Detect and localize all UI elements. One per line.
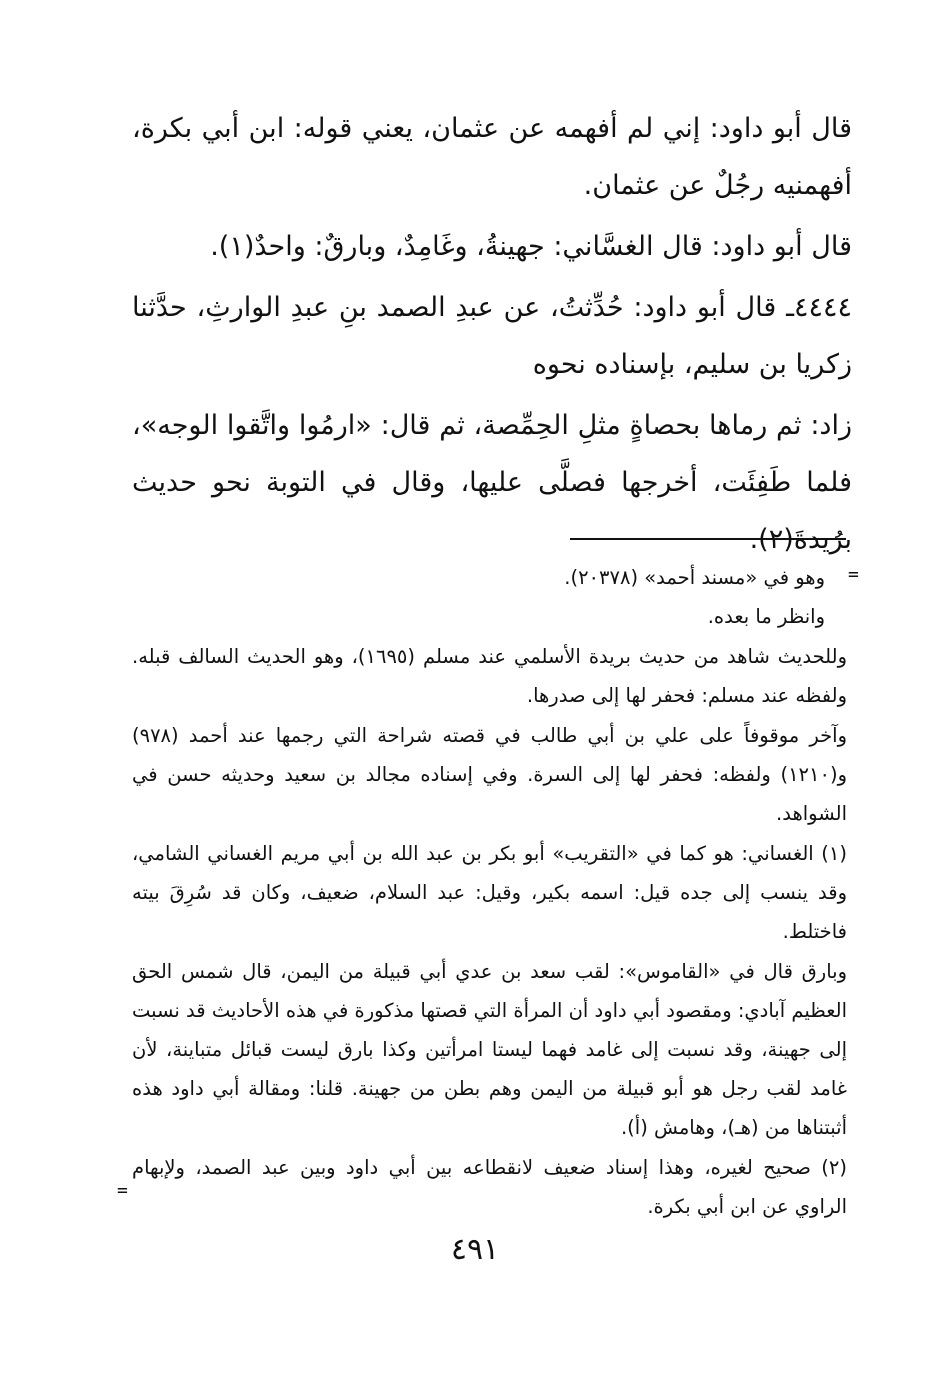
footnote-separator: [570, 538, 846, 540]
main-paragraph: قال أبو داود: قال الغسَّاني: جهينةُ، وغَامِدٌ، وبارقٌ: واحدٌ(١).: [210, 231, 852, 262]
footnotes: [132, 558, 847, 1226]
footnote-2: (٢) صحيح لغيره، وهذا إسناد ضعيف لانقطاعه بين أبي داود وبين عبد الصمد، ولإبهام الراوي عن ابن أبي بكرة.: [132, 1156, 847, 1218]
footnote-paragraph: وآخر موقوفاً على علي بن أبي طالب في قصته شراحة التي رجمها عند أحمد (٩٧٨) و(١٢١٠) ولفظه: فحفر لها إلى السرة. وفي إسناده مجالد بن سعيد وحديثه حسن في الشواهد.: [132, 724, 847, 825]
main-text: [132, 100, 852, 568]
main-paragraph: ٤٤٤٤ـ قال أبو داود: حُدِّثتُ، عن عبدِ الصمد بنِ عبدِ الوارثِ، حدَّثنا زكريا بن سليم، بإسناده نحوه: [132, 292, 852, 380]
footnote-paragraph: وللحديث شاهد من حديث بريدة الأسلمي عند مسلم (١٦٩٥)، وهو الحديث السالف قبله. ولفظه عند مسلم: فحفر لها إلى صدرها.: [132, 645, 847, 707]
footnote-end-mark: =: [117, 1180, 128, 1201]
footnote-line: وهو في «مسند أحمد» (٢٠٣٧٨).: [564, 566, 825, 589]
footnote-1: (١) الغساني: هو كما في «التقريب» أبو بكر بن عبد الله بن أبي مريم الغساني الشامي، وقد ينسب إلى جده قيل: اسمه بكير، وقيل: عبد السلام، ضعيف، وكان قد سُرِقَ بيته فاختلط.: [132, 842, 847, 943]
footnote-1-continued: وبارق قال في «القاموس»: لقب سعد بن عدي أبي قبيلة من اليمن، قال شمس الحق العظيم آبادي: ومقصود أبي داود أن المرأة التي قصتها مذكورة في هذه الأحاديث قد نسبت إلى جهينة، وقد نسبت إلى غامد فهما ليستا امرأتين وكذا بارق ليست قبائل متباينة، لأن غامد لقب رجل هو أبو قبيلة من اليمن وهم بطن من جهينة. قلنا: ومقالة أبي داود هذه أثبتناها من (هـ)، وهامش (أ).: [132, 960, 847, 1139]
main-paragraph: قال أبو داود: إني لم أفهمه عن عثمان، يعني قوله: ابن أبي بكرة، أفهمنيه رجُلٌ عن عثمان.: [132, 113, 852, 201]
footnote-line: وانظر ما بعده.: [707, 605, 825, 628]
page-number: ٤٩١: [450, 1232, 500, 1267]
main-paragraph: زاد: ثم رماها بحصاةٍ مثلِ الحِمِّصة، ثم قال: «ارمُوا واتَّقوا الوجه»، فلما طَفِئَت، أخرجها فصلَّى عليها، وقال في التوبة نحو حديث برُيدةَ(٢).: [132, 410, 852, 555]
footnote-continuation-mark: =: [848, 564, 859, 585]
